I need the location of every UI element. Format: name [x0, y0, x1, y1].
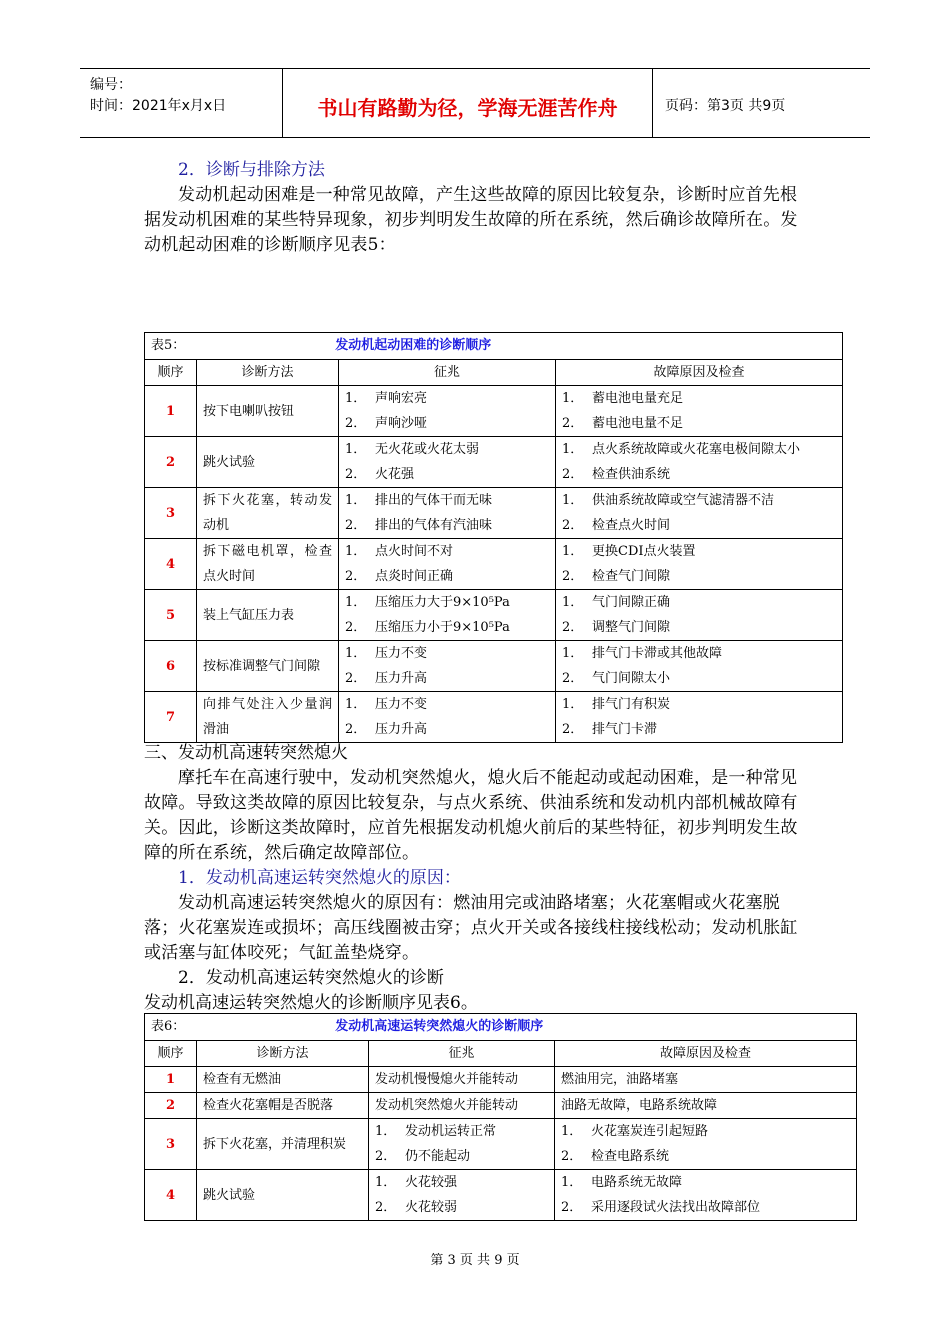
- row-method: 拆下磁电机罩，检查点火时间: [197, 539, 339, 590]
- table-row: [145, 641, 843, 692]
- list-text: 检查点火时间: [592, 518, 671, 533]
- list-number: 2．: [375, 1200, 397, 1215]
- table6-header-order: 顺序: [145, 1041, 197, 1067]
- list-item: [345, 615, 549, 640]
- row-symptom: 发动机突然熄火并能转动: [369, 1093, 555, 1119]
- table6-caption-row: [145, 1014, 857, 1041]
- list-text: 火花强: [375, 467, 415, 482]
- list-number: 2．: [375, 1149, 397, 1164]
- table6-label: 表6：: [151, 1019, 186, 1034]
- list-number: 1．: [561, 1124, 583, 1139]
- table5-header-cause: 故障原因及检查: [556, 360, 843, 386]
- list-text: 蓄电池电量不足: [592, 416, 684, 431]
- row-symptom: 发动机慢慢熄火并能转动: [369, 1067, 555, 1093]
- section2-heading: 2．诊断与排除方法: [178, 160, 325, 180]
- list-item: [345, 641, 549, 666]
- list-text: 电路系统无故障: [591, 1175, 683, 1190]
- list-number: 2．: [562, 569, 584, 584]
- list-item: [345, 666, 549, 691]
- row-method: 向排气处注入少量润滑油: [197, 692, 339, 743]
- list-text: 排气门卡滞: [592, 722, 658, 737]
- list-item: [562, 590, 836, 615]
- list-item: [561, 1195, 850, 1220]
- row-symptoms: [339, 641, 556, 692]
- section2-paragraph: 发动机起动困难是一种常见故障，产生这些故障的原因比较复杂，诊断时应首先根据发动机困难的某些特异现象，初步判明发生故障的所在系统，然后确诊故障所在。发动机起动困难的诊断顺序见表5：: [144, 185, 798, 255]
- page-header: [80, 68, 870, 138]
- list-number: 1．: [345, 442, 367, 457]
- list-item: [562, 462, 836, 487]
- section3-sub1-paragraph: 发动机高速运转突然熄火的原因有：燃油用完或油路堵塞；火花塞帽或火花塞脱落；火花塞炭连或损坏；高压线圈被击穿；点火开关或各接线柱接线松动；发动机胀缸或活塞与缸体咬死；气缸盖垫烧穿。: [144, 893, 798, 963]
- table6-title: 发动机高速运转突然熄火的诊断顺序: [335, 1019, 544, 1034]
- list-item: [345, 411, 549, 436]
- list-text: 压力不变: [375, 646, 428, 661]
- row-symptoms: [339, 539, 556, 590]
- list-number: 2．: [561, 1149, 583, 1164]
- list-number: 1．: [562, 544, 584, 559]
- list-item: [345, 539, 549, 564]
- row-causes: [555, 1119, 857, 1170]
- list-item: [345, 564, 549, 589]
- table5-caption-row: [145, 333, 843, 360]
- row-causes: [556, 590, 843, 641]
- list-item: [562, 437, 836, 462]
- list-number: 1．: [345, 595, 367, 610]
- header-meta: [80, 69, 283, 137]
- list-number: 2．: [562, 671, 584, 686]
- list-number: 1．: [562, 442, 584, 457]
- list-text: 压缩压力小于9×10⁵Pa: [375, 620, 510, 635]
- list-number: 1．: [375, 1175, 397, 1190]
- list-number: 2．: [345, 569, 367, 584]
- list-item: [562, 386, 836, 411]
- section3-sub2-heading: 2．发动机高速运转突然熄火的诊断: [178, 968, 444, 988]
- row-symptoms: [339, 590, 556, 641]
- list-number: 2．: [345, 518, 367, 533]
- list-number: 1．: [345, 544, 367, 559]
- row-causes: [556, 437, 843, 488]
- list-text: 点炎时间正确: [375, 569, 454, 584]
- row-symptoms: [339, 488, 556, 539]
- table6: [144, 1013, 857, 1221]
- row-number: 2: [145, 437, 197, 488]
- list-number: 2．: [345, 722, 367, 737]
- row-symptoms: [369, 1170, 555, 1221]
- page-footer: 第 3 页 共 9 页: [430, 1253, 520, 1268]
- list-text: 无火花或火花太弱: [375, 442, 480, 457]
- row-cause: 油路无故障，电路系统故障: [555, 1093, 857, 1119]
- list-number: 2．: [345, 467, 367, 482]
- list-number: 1．: [562, 493, 584, 508]
- table5-header-order: 顺序: [145, 360, 197, 386]
- row-number: 3: [145, 488, 197, 539]
- list-text: 检查电路系统: [591, 1149, 670, 1164]
- list-text: 更换CDI点火装置: [592, 544, 696, 559]
- row-method: 检查火花塞帽是否脱落: [197, 1093, 369, 1119]
- row-method: 按下电喇叭按钮: [197, 386, 339, 437]
- row-number: 4: [145, 1170, 197, 1221]
- table6-header-method: 诊断方法: [197, 1041, 369, 1067]
- row-number: 2: [145, 1093, 197, 1119]
- list-text: 压力升高: [375, 722, 428, 737]
- row-number: 1: [145, 386, 197, 437]
- row-number: 1: [145, 1067, 197, 1093]
- list-item: [562, 666, 836, 691]
- table6-header-symptom: 征兆: [369, 1041, 555, 1067]
- row-number: 6: [145, 641, 197, 692]
- section3-block: [144, 741, 809, 1016]
- list-item: [562, 641, 836, 666]
- list-text: 检查气门间隙: [592, 569, 671, 584]
- row-number: 5: [145, 590, 197, 641]
- row-symptoms: [339, 692, 556, 743]
- list-item: [345, 513, 549, 538]
- table-row: [145, 1093, 857, 1119]
- row-method: 拆下火花塞，转动发动机: [197, 488, 339, 539]
- row-symptoms: [369, 1119, 555, 1170]
- row-causes: [556, 488, 843, 539]
- list-item: [562, 564, 836, 589]
- row-method: 检查有无燃油: [197, 1067, 369, 1093]
- list-item: [345, 437, 549, 462]
- table-row: [145, 1119, 857, 1170]
- list-item: [562, 692, 836, 717]
- row-causes: [556, 692, 843, 743]
- row-causes: [555, 1170, 857, 1221]
- list-number: 1．: [561, 1175, 583, 1190]
- row-method: 装上气缸压力表: [197, 590, 339, 641]
- row-number: 4: [145, 539, 197, 590]
- row-method: 拆下火花塞，并清理积炭: [197, 1119, 369, 1170]
- list-number: 1．: [562, 646, 584, 661]
- table5-header-symptom: 征兆: [339, 360, 556, 386]
- list-number: 2．: [345, 671, 367, 686]
- list-item: [561, 1119, 850, 1144]
- list-text: 采用逐段试火法找出故障部位: [591, 1200, 761, 1215]
- table5-header-method: 诊断方法: [197, 360, 339, 386]
- list-item: [345, 717, 549, 742]
- list-text: 声响宏亮: [375, 391, 428, 406]
- table-row: [145, 590, 843, 641]
- header-motto: 书山有路勤为径，学海无涯苦作舟: [283, 69, 653, 137]
- table-row: [145, 386, 843, 437]
- list-text: 点火时间不对: [375, 544, 454, 559]
- list-item: [375, 1170, 548, 1195]
- list-item: [375, 1195, 548, 1220]
- list-item: [345, 590, 549, 615]
- row-number: 7: [145, 692, 197, 743]
- table-row: [145, 539, 843, 590]
- row-method: 按标准调整气门间隙: [197, 641, 339, 692]
- list-item: [562, 488, 836, 513]
- list-item: [562, 539, 836, 564]
- table-row: [145, 692, 843, 743]
- list-text: 压力升高: [375, 671, 428, 686]
- header-time: 时间：2021年x月x日: [90, 98, 227, 114]
- table-row: [145, 488, 843, 539]
- list-number: 1．: [345, 391, 367, 406]
- row-number: 3: [145, 1119, 197, 1170]
- list-item: [375, 1144, 548, 1169]
- list-text: 气门间隙正确: [592, 595, 671, 610]
- list-number: 2．: [561, 1200, 583, 1215]
- list-item: [562, 717, 836, 742]
- section2-block: [144, 158, 809, 258]
- list-text: 仍不能起动: [405, 1149, 471, 1164]
- table5-label: 表5：: [151, 338, 186, 353]
- list-item: [562, 513, 836, 538]
- list-text: 压缩压力大于9×10⁵Pa: [375, 595, 510, 610]
- list-number: 2．: [345, 620, 367, 635]
- header-page-code: 页码：第3页 共9页: [665, 98, 786, 114]
- list-item: [561, 1170, 850, 1195]
- section3-heading: 三、发动机高速转突然熄火: [144, 743, 348, 763]
- table-row: [145, 1067, 857, 1093]
- row-cause: 燃油用完，油路堵塞: [555, 1067, 857, 1093]
- table5: [144, 332, 843, 743]
- list-number: 2．: [562, 467, 584, 482]
- list-number: 1．: [562, 595, 584, 610]
- list-number: 1．: [562, 697, 584, 712]
- list-number: 1．: [345, 493, 367, 508]
- list-number: 1．: [375, 1124, 397, 1139]
- list-text: 火花较强: [405, 1175, 458, 1190]
- list-text: 排出的气体干而无味: [375, 493, 493, 508]
- list-number: 2．: [562, 620, 584, 635]
- list-text: 火花塞炭连引起短路: [591, 1124, 709, 1139]
- list-item: [345, 488, 549, 513]
- table5-header-row: [145, 360, 843, 386]
- section3-paragraph: 摩托车在高速行驶中，发动机突然熄火，熄火后不能起动或起动困难，是一种常见故障。导致这类故障的原因比较复杂，与点火系统、供油系统和发动机内部机械故障有关。因此，诊断这类故障时，应首先根据发动机熄火前后的某些特征，初步判明发生故障的所在系统，然后确定故障部位。: [144, 768, 798, 863]
- table-row: [145, 437, 843, 488]
- list-text: 排气门卡滞或其他故障: [592, 646, 723, 661]
- list-text: 点火系统故障或火花塞电极间隙太小: [592, 442, 801, 457]
- section3-sub2-line: 发动机高速运转突然熄火的诊断顺序见表6。: [144, 993, 478, 1013]
- list-text: 压力不变: [375, 697, 428, 712]
- list-text: 排气门有积炭: [592, 697, 671, 712]
- list-item: [562, 411, 836, 436]
- row-method: 跳火试验: [197, 1170, 369, 1221]
- table5-title: 发动机起动困难的诊断顺序: [335, 338, 492, 353]
- list-item: [561, 1144, 850, 1169]
- table-row: [145, 1170, 857, 1221]
- table6-header-cause: 故障原因及检查: [555, 1041, 857, 1067]
- list-text: 声响沙哑: [375, 416, 428, 431]
- row-symptoms: [339, 437, 556, 488]
- list-text: 检查供油系统: [592, 467, 671, 482]
- list-text: 供油系统故障或空气滤清器不洁: [592, 493, 775, 508]
- list-text: 发动机运转正常: [405, 1124, 497, 1139]
- list-item: [562, 615, 836, 640]
- row-causes: [556, 539, 843, 590]
- list-number: 1．: [345, 646, 367, 661]
- row-causes: [556, 386, 843, 437]
- table6-header-row: [145, 1041, 857, 1067]
- list-text: 蓄电池电量充足: [592, 391, 684, 406]
- list-number: 2．: [345, 416, 367, 431]
- list-text: 调整气门间隙: [592, 620, 671, 635]
- list-number: 1．: [345, 697, 367, 712]
- list-item: [345, 462, 549, 487]
- list-number: 2．: [562, 722, 584, 737]
- list-item: [345, 692, 549, 717]
- list-text: 排出的气体有汽油味: [375, 518, 493, 533]
- list-number: 2．: [562, 416, 584, 431]
- row-symptoms: [339, 386, 556, 437]
- row-causes: [556, 641, 843, 692]
- list-item: [375, 1119, 548, 1144]
- section3-sub1-heading: 1．发动机高速运转突然熄火的原因：: [178, 868, 461, 888]
- list-number: 2．: [562, 518, 584, 533]
- list-text: 火花较弱: [405, 1200, 458, 1215]
- list-text: 气门间隙太小: [592, 671, 671, 686]
- header-number: 编号：: [90, 77, 132, 93]
- list-number: 1．: [562, 391, 584, 406]
- row-method: 跳火试验: [197, 437, 339, 488]
- list-item: [345, 386, 549, 411]
